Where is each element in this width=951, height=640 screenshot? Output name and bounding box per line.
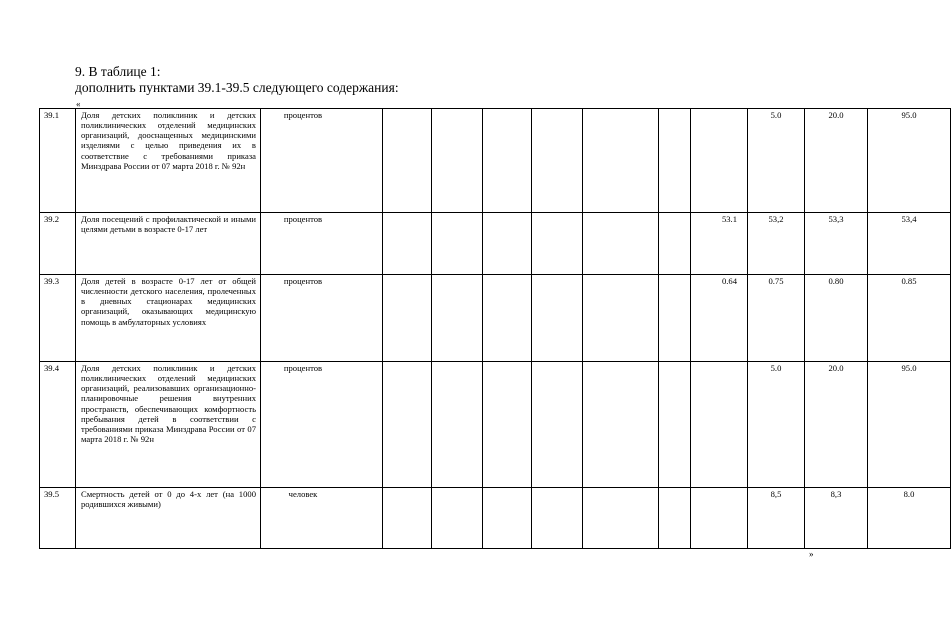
- row-number: 39.4: [40, 362, 76, 488]
- value-cell: 95.0: [868, 362, 951, 488]
- table-row: [40, 488, 951, 549]
- indicator-name: Доля детских поликлиник и детских поликлинических отделений медицинских организаций, дооснащенных медицинскими изделиями с целью приведения их в соответствие с требованиями приказа Минздрава России от 07 марта 2018 г. № 92н: [76, 109, 261, 213]
- indicator-name: Доля детских поликлиник и детских поликлинических отделений медицинских организаций, реализовавших организационно-планировочные решения внутренних пространств, обеспечивающих комфортность пребывания детей в соответствии с требованиями приказа Минздрава России от 07 марта 2018 г. № 92н: [76, 362, 261, 488]
- empty-cell: [583, 488, 659, 549]
- empty-cell: [483, 275, 532, 362]
- empty-cell: [483, 488, 532, 549]
- empty-cell: [659, 362, 691, 488]
- value-cell: 53,2: [748, 213, 805, 275]
- empty-cell: [383, 488, 432, 549]
- empty-cell: [483, 213, 532, 275]
- unit-cell: человек: [261, 488, 383, 549]
- table-row: [40, 362, 951, 488]
- table-row: [40, 109, 951, 213]
- empty-cell: [432, 275, 483, 362]
- value-cell: 8,5: [748, 488, 805, 549]
- value-cell: 5.0: [748, 109, 805, 213]
- opening-quote: «: [76, 99, 81, 109]
- unit-cell: процентов: [261, 109, 383, 213]
- value-cell: 0.85: [868, 275, 951, 362]
- value-cell: 8.0: [868, 488, 951, 549]
- empty-cell: [532, 488, 583, 549]
- value-cell: 53.1: [691, 213, 748, 275]
- empty-cell: [583, 362, 659, 488]
- empty-cell: [583, 275, 659, 362]
- empty-cell: [659, 109, 691, 213]
- empty-cell: [532, 362, 583, 488]
- unit-cell: процентов: [261, 275, 383, 362]
- empty-cell: [532, 275, 583, 362]
- empty-cell: [383, 275, 432, 362]
- table-row: [40, 213, 951, 275]
- empty-cell: [383, 362, 432, 488]
- value-cell: 0.64: [691, 275, 748, 362]
- value-cell: [691, 109, 748, 213]
- value-cell: 8,3: [805, 488, 868, 549]
- value-cell: 53,3: [805, 213, 868, 275]
- closing-quote: »: [809, 549, 814, 559]
- empty-cell: [659, 213, 691, 275]
- indicator-name: Смертность детей от 0 до 4-х лет (на 1000 родившихся живыми): [76, 488, 261, 549]
- empty-cell: [583, 109, 659, 213]
- empty-cell: [483, 109, 532, 213]
- section-subheading: дополнить пунктами 39.1-39.5 следующего содержания:: [75, 80, 399, 95]
- row-number: 39.1: [40, 109, 76, 213]
- unit-cell: процентов: [261, 213, 383, 275]
- indicators-table: [39, 108, 951, 549]
- indicator-name: Доля посещений с профилактической и иными целями детьми в возрасте 0-17 лет: [76, 213, 261, 275]
- empty-cell: [432, 488, 483, 549]
- empty-cell: [532, 109, 583, 213]
- value-cell: [691, 488, 748, 549]
- empty-cell: [432, 213, 483, 275]
- empty-cell: [432, 362, 483, 488]
- row-number: 39.5: [40, 488, 76, 549]
- value-cell: 20.0: [805, 109, 868, 213]
- row-number: 39.2: [40, 213, 76, 275]
- empty-cell: [659, 488, 691, 549]
- value-cell: 95.0: [868, 109, 951, 213]
- empty-cell: [532, 213, 583, 275]
- empty-cell: [583, 213, 659, 275]
- value-cell: 5.0: [748, 362, 805, 488]
- indicator-name: Доля детей в возрасте 0-17 лет от общей численности детского населения, пролеченных в дневных стационарах медицинских организаций, оказывающих медицинскую помощь в амбулаторных условиях: [76, 275, 261, 362]
- unit-cell: процентов: [261, 362, 383, 488]
- row-number: 39.3: [40, 275, 76, 362]
- value-cell: 0.75: [748, 275, 805, 362]
- empty-cell: [483, 362, 532, 488]
- value-cell: [691, 362, 748, 488]
- value-cell: 0.80: [805, 275, 868, 362]
- empty-cell: [383, 213, 432, 275]
- empty-cell: [383, 109, 432, 213]
- value-cell: 20.0: [805, 362, 868, 488]
- empty-cell: [659, 275, 691, 362]
- table-row: [40, 275, 951, 362]
- section-heading: 9. В таблице 1:: [75, 64, 161, 79]
- value-cell: 53,4: [868, 213, 951, 275]
- empty-cell: [432, 109, 483, 213]
